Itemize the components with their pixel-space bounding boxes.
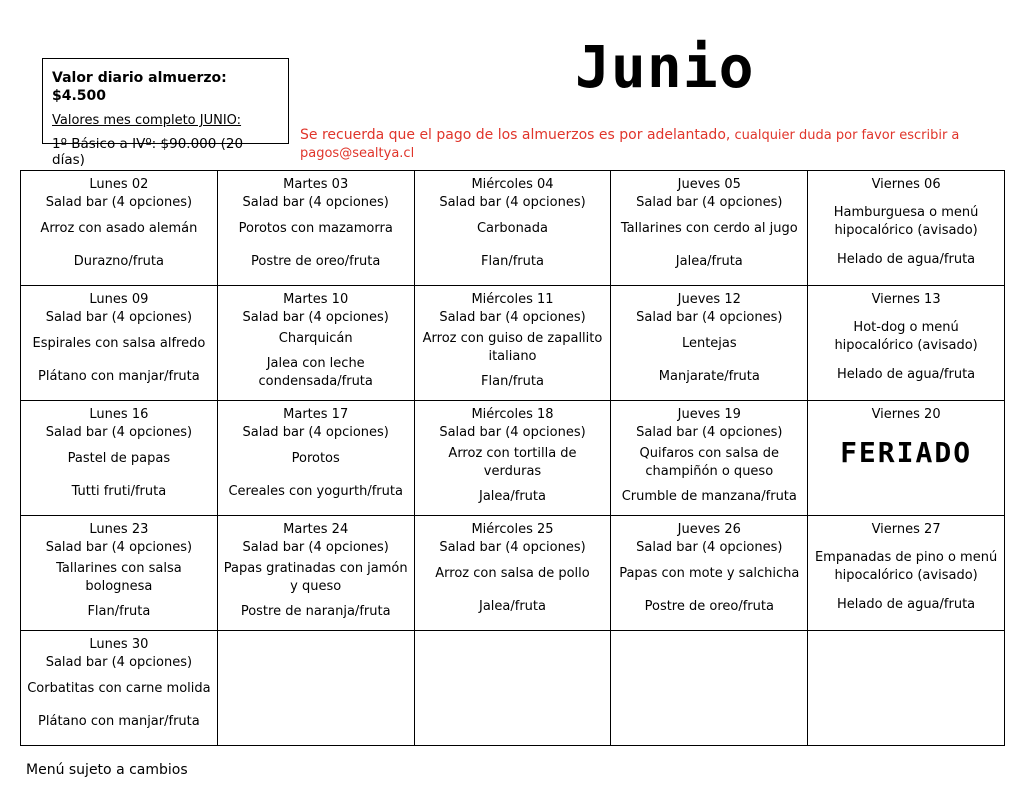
main-dish: Porotos xyxy=(291,450,340,466)
day-cell xyxy=(808,286,1005,401)
main-dish: Arroz con tortilla de verduras xyxy=(448,446,577,480)
day-menu xyxy=(419,557,607,624)
dessert: Plátano con manjar/fruta xyxy=(38,714,200,730)
salad-bar: Salad bar (4 opciones) xyxy=(242,310,389,325)
day-content xyxy=(808,516,1004,630)
dessert: Postre de oreo/fruta xyxy=(644,599,774,615)
day-name: Miércoles 04 xyxy=(471,177,554,192)
day-content xyxy=(21,286,217,400)
day-content xyxy=(415,171,611,285)
main-dish: Hamburguesa o menú hipocalórico (avisado) xyxy=(833,205,979,239)
day-menu xyxy=(419,442,607,509)
salad-bar: Salad bar (4 opciones) xyxy=(439,425,586,440)
day-cell xyxy=(611,171,808,286)
day-cell xyxy=(414,401,611,516)
main-dish: Arroz con guiso de zapallito italiano xyxy=(422,331,603,365)
day-cell xyxy=(808,401,1005,516)
day-name: Lunes 09 xyxy=(89,292,149,307)
salad-bar: Salad bar (4 opciones) xyxy=(45,310,193,325)
dessert: Helado de agua/fruta xyxy=(837,251,976,267)
day-menu xyxy=(222,212,410,279)
dessert: Jalea/fruta xyxy=(479,599,546,615)
day-name: Lunes 02 xyxy=(89,177,149,192)
dessert: Postre de oreo/fruta xyxy=(251,254,381,270)
day-menu xyxy=(25,212,213,279)
dessert: Plátano con manjar/fruta xyxy=(38,369,200,385)
day-cell xyxy=(414,286,611,401)
day-name: Miércoles 11 xyxy=(471,292,554,307)
day-name: Martes 10 xyxy=(283,292,349,307)
main-dish: Espirales con salsa alfredo xyxy=(32,335,206,351)
dessert: Cereales con yogurth/fruta xyxy=(228,484,403,500)
month-title: Junio xyxy=(575,33,755,101)
day-menu xyxy=(25,557,213,624)
day-menu xyxy=(25,442,213,509)
week-row xyxy=(21,516,1005,631)
day-menu xyxy=(812,539,1000,624)
dessert: Flan/fruta xyxy=(87,603,151,619)
day-name: Viernes 20 xyxy=(871,407,941,422)
main-dish: Arroz con asado alemán xyxy=(40,220,198,236)
main-dish: Porotos con mazamorra xyxy=(238,220,393,236)
week-row xyxy=(21,286,1005,401)
week-row xyxy=(21,171,1005,286)
day-content xyxy=(808,401,1004,515)
day-content xyxy=(611,516,807,630)
salad-bar: Salad bar (4 opciones) xyxy=(242,425,389,440)
dessert: Postre de naranja/fruta xyxy=(240,603,391,619)
day-content xyxy=(415,401,611,515)
salad-bar: Salad bar (4 opciones) xyxy=(636,425,783,440)
main-dish: Tallarines con cerdo al jugo xyxy=(620,220,798,236)
dessert: Jalea/fruta xyxy=(675,254,743,270)
salad-bar: Salad bar (4 opciones) xyxy=(636,310,783,325)
day-content xyxy=(21,401,217,515)
dessert: Flan/fruta xyxy=(481,254,544,270)
dessert: Crumble de manzana/fruta xyxy=(621,488,797,504)
day-menu xyxy=(615,212,803,279)
empty-day-cell xyxy=(414,631,611,746)
salad-bar: Salad bar (4 opciones) xyxy=(45,540,193,555)
main-dish: Quifaros con salsa de champiñón o queso xyxy=(639,446,780,480)
day-cell xyxy=(217,401,414,516)
dessert: Flan/fruta xyxy=(481,373,544,389)
dessert: Manjarate/fruta xyxy=(658,369,760,385)
day-name: Martes 17 xyxy=(283,407,349,422)
dessert: Tutti fruti/fruta xyxy=(71,484,167,500)
day-name: Lunes 30 xyxy=(89,637,149,652)
main-dish: Carbonada xyxy=(476,220,548,236)
day-name: Jueves 05 xyxy=(677,177,741,192)
salad-bar: Salad bar (4 opciones) xyxy=(45,425,193,440)
day-cell xyxy=(611,516,808,631)
empty-day-cell xyxy=(217,631,414,746)
day-menu xyxy=(615,442,803,509)
empty-day-cell xyxy=(611,631,808,746)
day-name: Jueves 19 xyxy=(677,407,741,422)
salad-bar: Salad bar (4 opciones) xyxy=(439,195,586,210)
day-menu xyxy=(25,327,213,394)
week-row xyxy=(21,401,1005,516)
day-cell xyxy=(611,286,808,401)
day-menu xyxy=(25,672,213,739)
price-info-box xyxy=(42,58,289,168)
dessert: Helado de agua/fruta xyxy=(837,596,976,612)
main-dish: Pastel de papas xyxy=(67,450,171,466)
main-dish: Lentejas xyxy=(681,335,737,351)
day-cell xyxy=(414,171,611,286)
day-menu xyxy=(419,212,607,279)
day-content xyxy=(218,401,414,515)
day-name: Miércoles 25 xyxy=(471,522,554,537)
day-cell xyxy=(217,171,414,286)
footer-note: Menú sujeto a cambios xyxy=(26,762,188,778)
dessert: Jalea con leche condensada/fruta xyxy=(258,355,373,389)
day-content xyxy=(21,631,217,745)
main-dish: Hot-dog o menú hipocalórico (avisado) xyxy=(834,320,978,354)
day-cell xyxy=(414,516,611,631)
payment-notice xyxy=(300,126,980,163)
menu-calendar xyxy=(20,170,1005,746)
day-content xyxy=(218,516,414,630)
daily-price: Valor diario almuerzo: $4.500 xyxy=(52,70,227,104)
day-name: Viernes 06 xyxy=(871,177,941,192)
day-menu xyxy=(419,327,607,394)
salad-bar: Salad bar (4 opciones) xyxy=(242,540,389,555)
day-name: Martes 24 xyxy=(283,522,349,537)
day-cell xyxy=(217,516,414,631)
week-row xyxy=(21,631,1005,746)
monthly-heading: Valores mes completo JUNIO: xyxy=(52,113,242,128)
day-name: Lunes 23 xyxy=(89,522,149,537)
salad-bar: Salad bar (4 opciones) xyxy=(242,195,389,210)
day-cell xyxy=(21,631,218,746)
main-dish: Papas gratinadas con jamón y queso xyxy=(223,561,408,595)
empty-day-cell xyxy=(808,631,1005,746)
day-menu xyxy=(812,309,1000,394)
payment-notice-main: Se recuerda que el pago de los almuerzos es por adelantado, xyxy=(300,127,731,143)
dessert: Durazno/fruta xyxy=(73,254,164,270)
day-menu xyxy=(812,194,1000,279)
monthly-price: 1º Básico a IVº: $90.000 (20 días) xyxy=(52,136,244,168)
salad-bar: Salad bar (4 opciones) xyxy=(636,540,783,555)
day-cell xyxy=(21,401,218,516)
dessert: Jalea/fruta xyxy=(479,488,546,504)
day-cell xyxy=(21,171,218,286)
day-content xyxy=(21,171,217,285)
day-cell xyxy=(808,171,1005,286)
day-content xyxy=(415,286,611,400)
day-menu xyxy=(615,327,803,394)
day-menu xyxy=(222,557,410,624)
day-content xyxy=(611,401,807,515)
day-cell xyxy=(21,516,218,631)
main-dish: Corbatitas con carne molida xyxy=(27,680,211,696)
day-content xyxy=(808,286,1004,400)
day-content xyxy=(21,516,217,630)
day-name: Viernes 13 xyxy=(871,292,941,307)
main-dish: Empanadas de pino o menú hipocalórico (avisado) xyxy=(814,550,998,584)
day-menu xyxy=(222,442,410,509)
day-name: Miércoles 18 xyxy=(471,407,554,422)
salad-bar: Salad bar (4 opciones) xyxy=(439,310,586,325)
day-cell xyxy=(217,286,414,401)
salad-bar: Salad bar (4 opciones) xyxy=(45,195,193,210)
day-menu xyxy=(615,557,803,624)
day-cell xyxy=(808,516,1005,631)
day-name: Martes 03 xyxy=(283,177,349,192)
day-content xyxy=(218,286,414,400)
salad-bar: Salad bar (4 opciones) xyxy=(45,655,193,670)
main-dish: Charquicán xyxy=(278,331,353,347)
main-dish: Tallarines con salsa bolognesa xyxy=(56,561,182,595)
day-content xyxy=(415,516,611,630)
salad-bar: Salad bar (4 opciones) xyxy=(439,540,586,555)
day-cell xyxy=(611,401,808,516)
salad-bar: Salad bar (4 opciones) xyxy=(636,195,783,210)
day-name: Viernes 27 xyxy=(871,522,941,537)
day-content xyxy=(611,171,807,285)
main-dish: Papas con mote y salchicha xyxy=(619,565,800,581)
dessert: Helado de agua/fruta xyxy=(837,366,976,382)
day-content xyxy=(218,171,414,285)
payment-notice-contact: cualquier duda por favor escribir a pagos@sealtya.cl xyxy=(300,128,960,161)
day-content xyxy=(611,286,807,400)
day-name: Jueves 26 xyxy=(677,522,741,537)
day-cell xyxy=(21,286,218,401)
main-dish: Arroz con salsa de pollo xyxy=(435,565,590,581)
day-content xyxy=(808,171,1004,285)
day-name: Lunes 16 xyxy=(89,407,149,422)
day-name: Jueves 12 xyxy=(677,292,741,307)
holiday-label: FERIADO xyxy=(840,436,973,469)
day-menu xyxy=(222,327,410,394)
